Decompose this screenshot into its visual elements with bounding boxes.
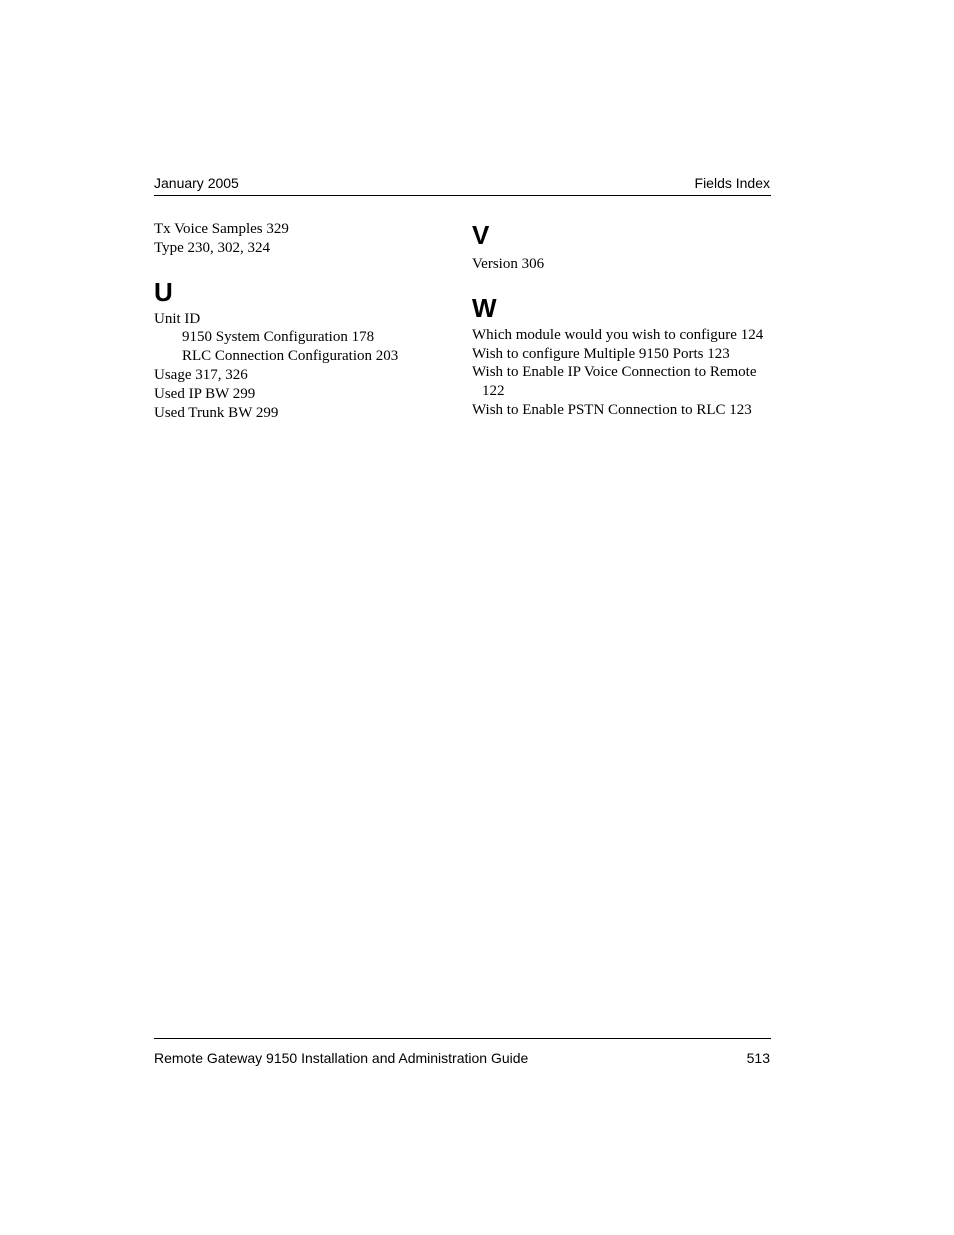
footer-rule	[154, 1038, 771, 1039]
index-entry: Type 230, 302, 324	[154, 239, 271, 256]
index-entry: Used Trunk BW 299	[154, 404, 279, 421]
page-header-left: January 2005	[154, 175, 239, 191]
index-right-column	[472, 220, 777, 420]
index-entry: Tx Voice Samples 329	[154, 221, 289, 237]
header-rule	[154, 195, 771, 196]
index-entry: Wish to Enable IP Voice Connection to Remote	[472, 364, 757, 381]
page-footer-title: Remote Gateway 9150 Installation and Administration Guide	[154, 1050, 529, 1066]
page-header-right: Fields Index	[694, 175, 770, 191]
index-entry: Usage 317, 326	[154, 366, 248, 383]
index-subentry: 9150 System Configuration 178	[182, 329, 375, 346]
index-entry: Wish to Enable PSTN Connection to RLC 123	[472, 401, 752, 418]
index-entry: Wish to configure Multiple 9150 Ports 123	[472, 345, 730, 362]
section-letter-v: V	[472, 220, 490, 250]
index-entry: Which module would you wish to configure 124	[472, 326, 764, 343]
index-entry: Used IP BW 299	[154, 385, 256, 402]
page-number: 513	[746, 1050, 770, 1066]
index-left-column	[154, 220, 454, 422]
index-entry-continuation: 122	[482, 383, 505, 400]
index-subentry: RLC Connection Configuration 203	[182, 348, 399, 365]
index-entry: Version 306	[472, 256, 545, 272]
section-letter-w: W	[472, 292, 497, 323]
section-letter-u: U	[154, 276, 173, 307]
index-entry: Unit ID	[154, 310, 201, 327]
